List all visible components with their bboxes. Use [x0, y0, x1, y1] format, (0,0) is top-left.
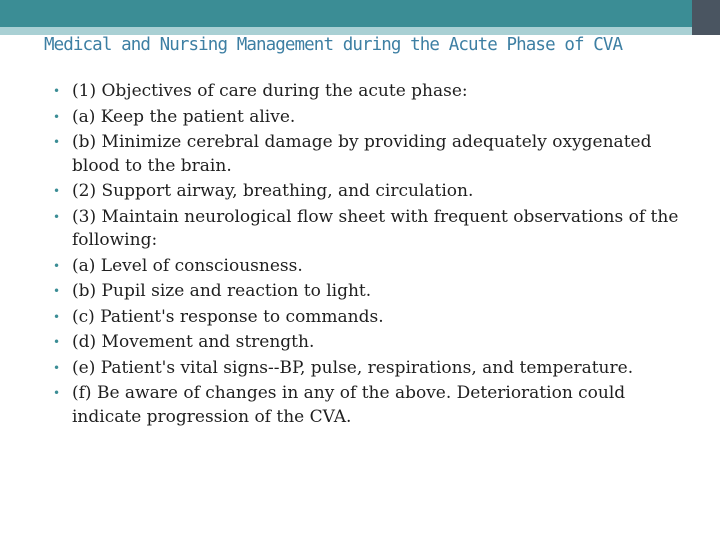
bullet-icon: •: [53, 109, 61, 124]
list-item-text: (e) Patient's vital signs--BP, pulse, respirations, and temperature.: [72, 357, 634, 378]
list-item: [52, 206, 684, 253]
list-item-text: (c) Patient's response to commands.: [72, 306, 384, 327]
list-item-text: (f) Be aware of changes in any of the above. Deterioration could indicate progression of the CVA.: [72, 383, 626, 427]
bullet-icon: •: [53, 209, 61, 224]
list-item: [52, 306, 684, 330]
bullet-icon: •: [53, 184, 61, 198]
bullet-icon: •: [53, 360, 61, 375]
bullet-icon: •: [53, 309, 61, 324]
list-item-text: (b) Pupil size and reaction to light.: [72, 281, 372, 301]
list-item-text: (a) Level of consciousness.: [72, 255, 303, 276]
list-item: [52, 180, 684, 204]
bullet-icon: •: [53, 135, 61, 149]
list-item-text: (3) Maintain neurological flow sheet with frequent observations of the following:: [72, 206, 679, 250]
list-item-text: (2) Support airway, breathing, and circulation.: [72, 181, 474, 201]
list-item: [52, 357, 684, 381]
bullet-icon: •: [53, 258, 61, 273]
list-item: [52, 131, 684, 178]
header-band-dark: [692, 0, 720, 35]
list-item: [52, 382, 684, 429]
bullet-icon: •: [53, 335, 61, 349]
list-item: [52, 255, 684, 279]
header-band-teal: [0, 0, 720, 27]
bullet-list: [52, 80, 684, 431]
list-item: [52, 80, 684, 104]
bullet-icon: •: [53, 284, 61, 298]
header-band-light: [0, 27, 720, 35]
bullet-icon: •: [53, 84, 61, 98]
bullet-icon: •: [53, 386, 61, 400]
list-item-text: (1) Objectives of care during the acute phase:: [72, 81, 468, 101]
list-item: [52, 106, 684, 130]
slide-title: Medical and Nursing Management during the Acute Phase of CVA: [44, 35, 623, 55]
list-item-text: (a) Keep the patient alive.: [72, 106, 296, 127]
list-item-text: (b) Minimize cerebral damage by providing adequately oxygenated blood to the brain.: [72, 132, 652, 176]
list-item: [52, 280, 684, 304]
list-item: [52, 331, 684, 355]
list-item-text: (d) Movement and strength.: [72, 332, 315, 352]
